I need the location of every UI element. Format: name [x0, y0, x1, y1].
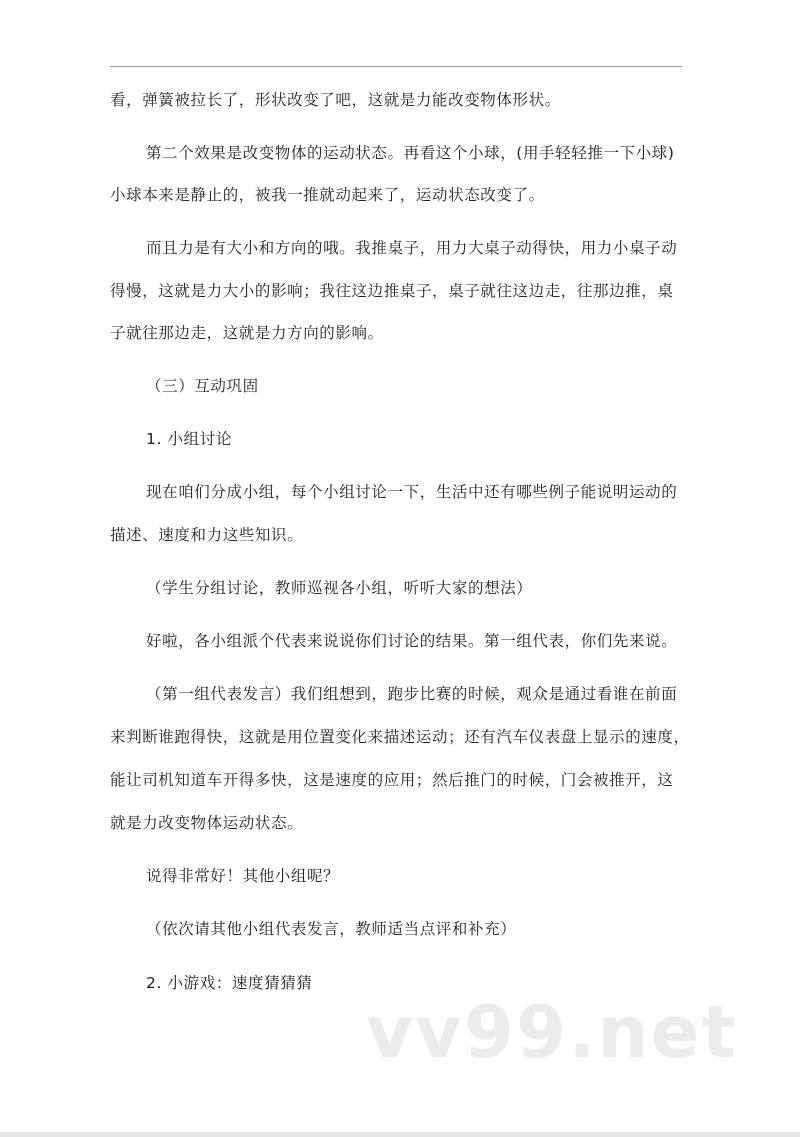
watermark: vv99.net — [366, 990, 738, 1074]
paragraph-line: 小球本来是静止的，被我一推就动起来了，运动状态改变了。 — [110, 186, 545, 204]
paragraph-line: （第一组代表发言）我们组想到，跑步比赛的时候，观众是通过看谁在前面 — [146, 685, 678, 703]
paragraph-line: 描述、速度和力这些知识。 — [110, 526, 304, 544]
subsection-heading: 2. 小游戏：速度猜猜猜 — [146, 974, 313, 992]
paragraph-line: （依次请其他小组代表发言，教师适当点评和补充） — [146, 920, 517, 938]
page-bottom-edge — [0, 1132, 800, 1137]
paragraph-line: 好啦，各小组派个代表来说说你们讨论的结果。第一组代表，你们先来说。 — [146, 632, 678, 650]
paragraph-line: 看，弹簧被拉长了，形状改变了吧，这就是力能改变物体形状。 — [110, 91, 561, 109]
paragraph-line: 现在咱们分成小组，每个小组讨论一下，生活中还有哪些例子能说明运动的 — [146, 483, 678, 501]
section-heading: （三）互动巩固 — [146, 377, 259, 395]
paragraph-line: 能让司机知道车开得多快，这是速度的应用；然后推门的时候，门会被推开，这 — [110, 771, 674, 789]
paragraph-line: （学生分组讨论，教师巡视各小组，听听大家的想法） — [146, 579, 533, 597]
paragraph-line: 说得非常好！其他小组呢？ — [146, 867, 340, 885]
paragraph-line: 来判断谁跑得快，这就是用位置变化来描述运动；还有汽车仪表盘上显示的速度， — [110, 728, 690, 746]
paragraph-line: 而且力是有大小和方向的哦。我推桌子，用力大桌子动得快，用力小桌子动 — [146, 239, 678, 257]
paragraph-line: 就是力改变物体运动状态。 — [110, 814, 304, 832]
header-rule — [110, 66, 682, 67]
subsection-heading: 1. 小组讨论 — [146, 430, 232, 448]
paragraph-line: 子就往那边走，这就是力方向的影响。 — [110, 324, 384, 342]
paragraph-line: 第二个效果是改变物体的运动状态。再看这个小球，(用手轻轻推一下小球) — [146, 144, 675, 162]
paragraph-line: 得慢，这就是力大小的影响；我往这边推桌子，桌子就往这边走，往那边推，桌 — [110, 282, 674, 300]
